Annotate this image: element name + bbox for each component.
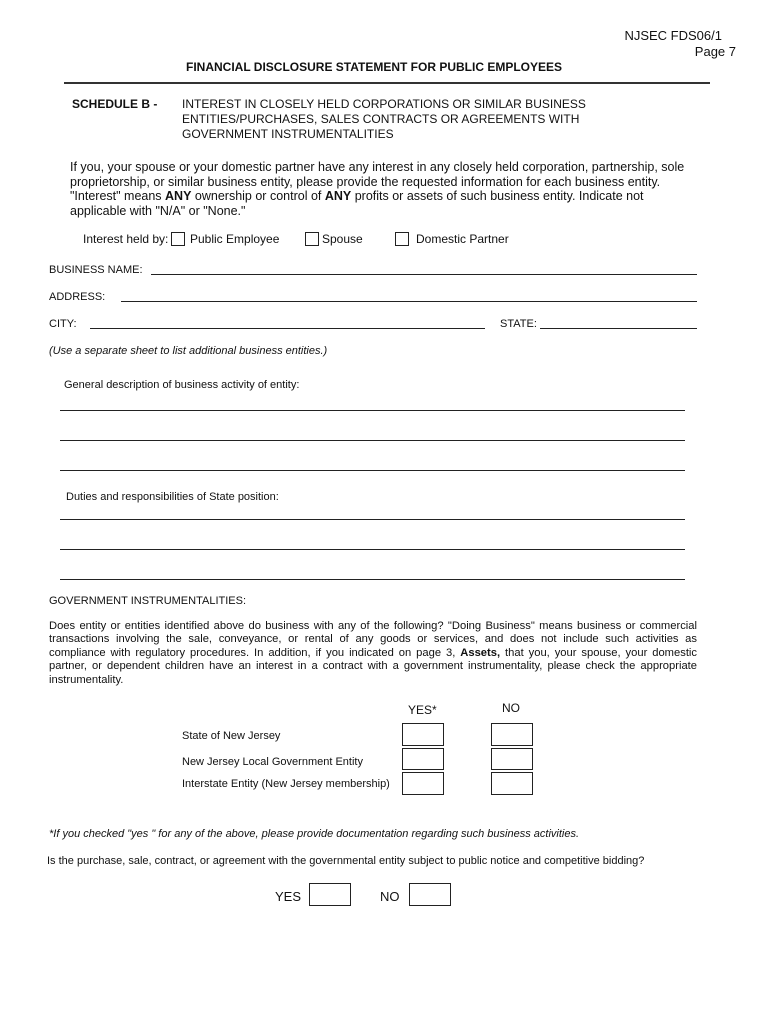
bidding-question: Is the purchase, sale, contract, or agreement with the governmental entity subject to public notice and competitive bidding? xyxy=(47,855,645,867)
address-field[interactable] xyxy=(121,301,697,302)
title-divider xyxy=(64,82,710,84)
business-name-label: BUSINESS NAME: xyxy=(49,264,143,276)
general-description-label: General description of business activity of entity: xyxy=(64,379,300,391)
domestic-partner-checkbox[interactable] xyxy=(395,232,409,246)
domestic-partner-label: Domestic Partner xyxy=(416,232,509,246)
bidding-no-label: NO xyxy=(380,889,400,904)
state-nj-yes-box[interactable] xyxy=(402,723,444,746)
spouse-checkbox[interactable] xyxy=(305,232,319,246)
gov-paragraph-line: compliance with regulatory procedures. In addition, if you indicated on page 3, Assets, that you, your spouse, your domestic xyxy=(49,646,698,659)
entity-state-nj: State of New Jersey xyxy=(182,730,281,742)
intro-line: proprietorship, or similar business entity, please provide the requested information for each business entity. xyxy=(70,174,661,189)
intro-paragraph xyxy=(70,160,684,218)
schedule-label: SCHEDULE B - xyxy=(72,97,158,111)
gov-paragraph-line: Does entity or entities identified above do business with any of the following? "Doing Business" means business or commercial xyxy=(49,620,697,632)
footnote: *If you checked "yes " for any of the above, please provide documentation regarding such business activities. xyxy=(49,828,580,840)
entity-local-gov: New Jersey Local Government Entity xyxy=(182,756,363,768)
schedule-heading-line: INTEREST IN CLOSELY HELD CORPORATIONS OR SIMILAR BUSINESS xyxy=(182,97,586,111)
intro-line: If you, your spouse or your domestic partner have any interest in any closely held corporation, partnership, sole xyxy=(70,160,685,174)
gov-paragraph-line: transactions involving the sale, conveyance, or rental of any goods or services, and does not include such activities as xyxy=(49,633,697,646)
gov-no-header: NO xyxy=(502,701,520,715)
general-description-line[interactable] xyxy=(60,470,685,471)
local-gov-yes-box[interactable] xyxy=(402,748,444,770)
bidding-no-box[interactable] xyxy=(409,883,451,906)
state-label: STATE: xyxy=(500,318,537,330)
gov-paragraph xyxy=(49,620,697,687)
city-label: CITY: xyxy=(49,318,77,330)
schedule-heading-line: ENTITIES/PURCHASES, SALES CONTRACTS OR AGREEMENTS WITH xyxy=(182,112,580,126)
bidding-yes-label: YES xyxy=(275,889,302,904)
state-field[interactable] xyxy=(540,328,697,329)
public-employee-label: Public Employee xyxy=(190,232,280,246)
general-description-line[interactable] xyxy=(60,440,685,441)
intro-line: applicable with "N/A" or "None." xyxy=(70,203,246,218)
schedule-heading xyxy=(182,97,586,142)
interest-held-label: Interest held by: xyxy=(83,232,169,246)
gov-yes-header: YES* xyxy=(408,703,437,717)
gov-heading: GOVERNMENT INSTRUMENTALITIES: xyxy=(49,595,247,607)
entity-interstate: Interstate Entity (New Jersey membership) xyxy=(182,778,390,790)
interstate-no-box[interactable] xyxy=(491,772,533,795)
separate-sheet-note: (Use a separate sheet to list additional business entities.) xyxy=(49,345,328,357)
city-field[interactable] xyxy=(90,328,485,329)
gov-paragraph-line: instrumentality. xyxy=(49,673,124,686)
duties-label: Duties and responsibilities of State position: xyxy=(66,491,279,503)
page-title: FINANCIAL DISCLOSURE STATEMENT FOR PUBLIC EMPLOYEES xyxy=(186,60,563,74)
interstate-yes-box[interactable] xyxy=(402,772,444,795)
state-nj-no-box[interactable] xyxy=(491,723,533,746)
schedule-heading-line: GOVERNMENT INSTRUMENTALITIES xyxy=(182,127,394,141)
spouse-label: Spouse xyxy=(322,232,363,246)
duties-line[interactable] xyxy=(60,519,685,520)
address-label: ADDRESS: xyxy=(49,291,106,303)
page-number: Page 7 xyxy=(694,44,736,59)
local-gov-no-box[interactable] xyxy=(491,748,533,770)
public-employee-checkbox[interactable] xyxy=(171,232,185,246)
duties-line[interactable] xyxy=(60,549,685,550)
form-id: NJSEC FDS06/1 xyxy=(624,28,722,43)
bidding-yes-box[interactable] xyxy=(309,883,351,906)
duties-line[interactable] xyxy=(60,579,685,580)
gov-paragraph-line: partner, or dependent children have an interest in a contract with a government instrumentality, please check the appropriate xyxy=(49,660,697,673)
business-name-field[interactable] xyxy=(151,274,697,275)
general-description-line[interactable] xyxy=(60,410,685,411)
intro-line: "Interest" means ANY ownership or control of ANY profits or assets of such business entity. Indicate not xyxy=(70,189,644,204)
